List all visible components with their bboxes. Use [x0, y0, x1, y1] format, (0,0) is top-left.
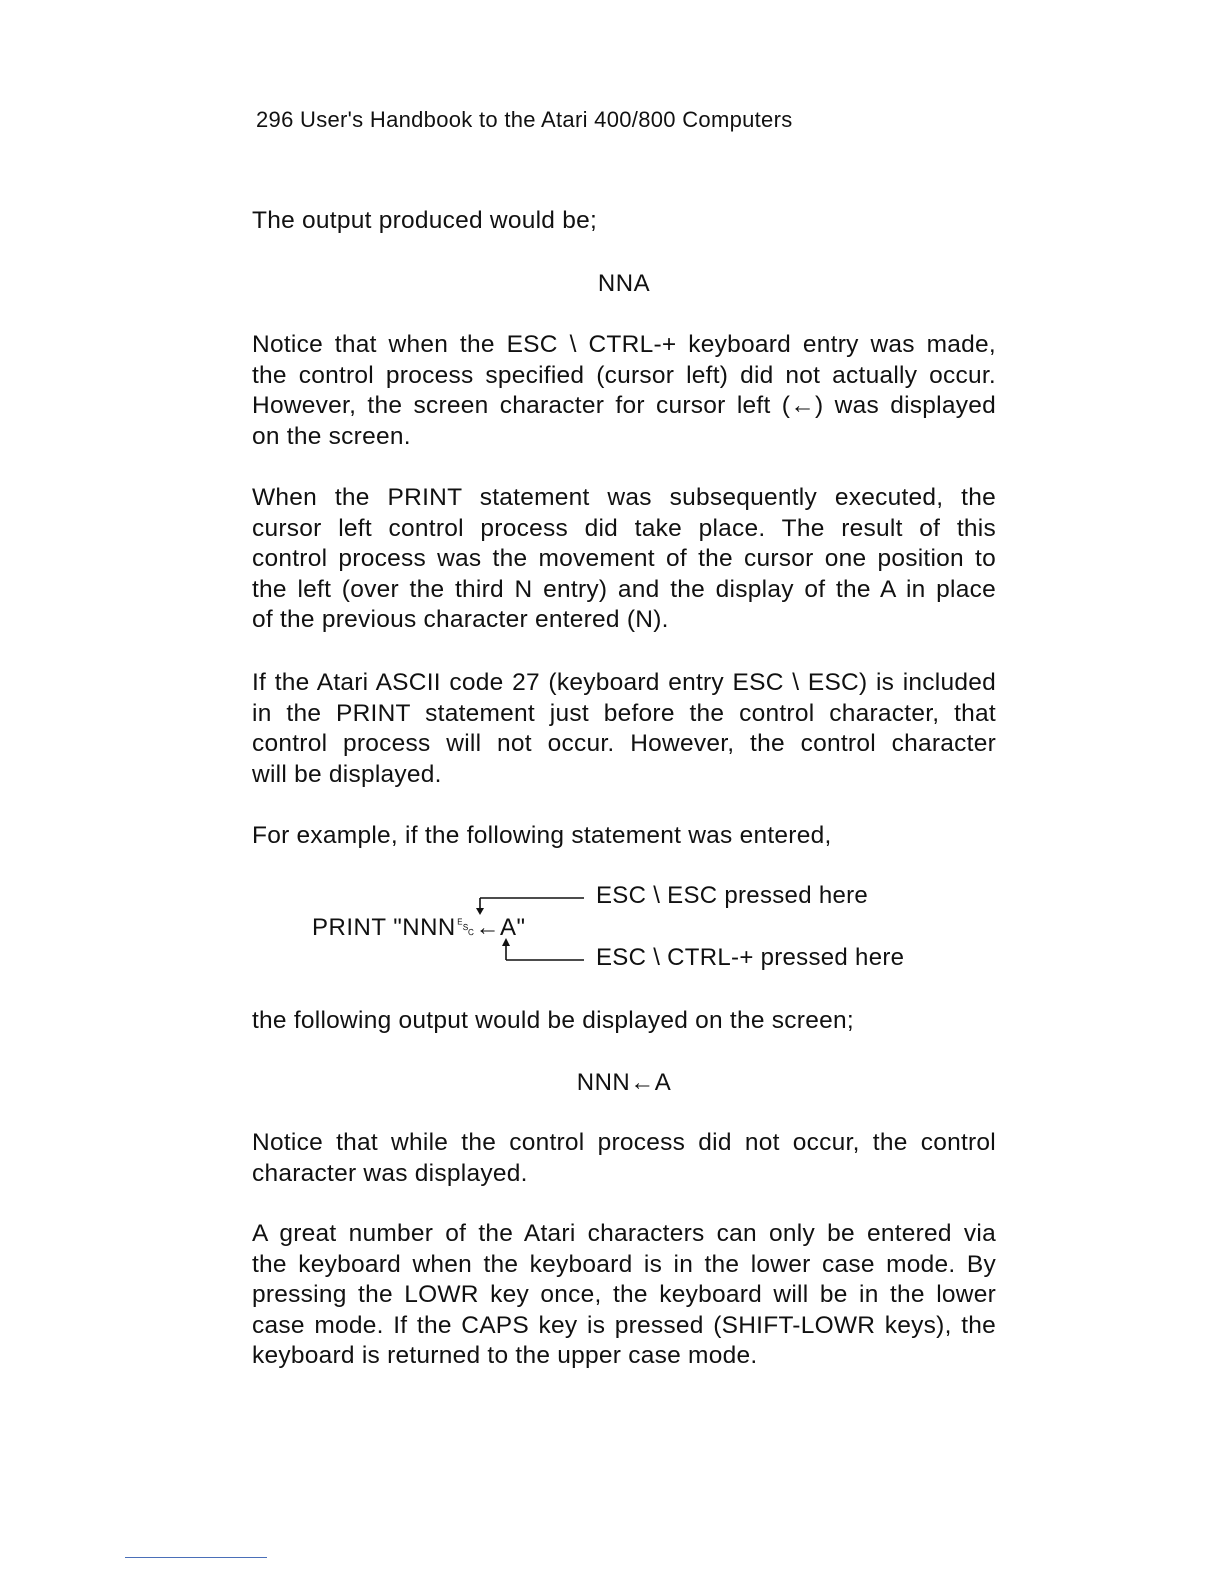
footnote-rule: [125, 1557, 267, 1558]
running-head: 296 User's Handbook to the Atari 400/800 Computers: [256, 107, 793, 132]
print-statement: PRINT "NNN␛←A": [312, 914, 526, 941]
text-line: cursor left control process did take place. The result of this: [252, 514, 996, 542]
paragraph-1: [252, 206, 996, 237]
output-example-2: NNN←A: [576, 1069, 672, 1096]
text-line: on the screen.: [252, 422, 411, 450]
paragraph-6: [252, 1006, 996, 1037]
text-line: Notice that while the control process did not occur, the control: [252, 1129, 996, 1156]
text-line: in the PRINT statement just before the control character, that: [252, 699, 996, 727]
text-line: pressing the LOWR key once, the keyboard will be in the lower: [252, 1281, 996, 1309]
text-line: If the Atari ASCII code 27 (keyboard entry ESC \ ESC) is included: [252, 669, 996, 696]
print-statement-figure: [300, 878, 940, 978]
text-line: A great number of the Atari characters can only be entered via: [252, 1220, 996, 1247]
text-line: When the PRINT statement was subsequently executed, the: [252, 484, 996, 511]
annotation-esc-esc: ESC \ ESC pressed here: [596, 882, 869, 909]
text-line: will be displayed.: [252, 760, 442, 788]
output-example-1: NNA: [597, 270, 651, 297]
annotation-esc-ctrl: ESC \ CTRL-+ pressed here: [596, 944, 905, 971]
paragraph-4: [252, 668, 996, 790]
paragraph-8: [252, 1219, 996, 1372]
text-line: control process was the movement of the cursor one position to: [252, 545, 996, 573]
text-line: control process will not occur. However, the control character: [252, 730, 996, 758]
paragraph-2: [252, 330, 996, 452]
text-line: However, the screen character for cursor left (←) was displayed: [252, 392, 996, 420]
text-line: Notice that when the ESC \ CTRL-+ keyboard entry was made,: [252, 331, 996, 358]
text-line: the control process specified (cursor left) did not actually occur.: [252, 361, 996, 389]
paragraph-5: [252, 821, 996, 852]
text-line: of the previous character entered (N).: [252, 606, 669, 634]
text-line: The output produced would be;: [252, 207, 598, 234]
text-line: the following output would be displayed on the screen;: [252, 1007, 854, 1034]
paragraph-7: [252, 1128, 996, 1189]
paragraph-3: [252, 483, 996, 636]
text-line: keyboard is returned to the upper case mode.: [252, 1342, 758, 1370]
text-line: For example, if the following statement was entered,: [252, 822, 832, 849]
text-line: case mode. If the CAPS key is pressed (SHIFT-LOWR keys), the: [252, 1311, 996, 1339]
text-line: the keyboard when the keyboard is in the lower case mode. By: [252, 1250, 996, 1278]
text-line: character was displayed.: [252, 1159, 528, 1187]
text-line: the left (over the third N entry) and the display of the A in place: [252, 575, 996, 603]
